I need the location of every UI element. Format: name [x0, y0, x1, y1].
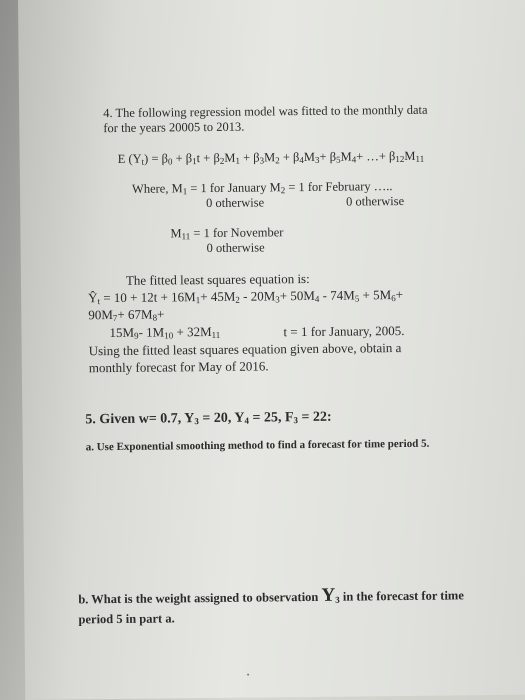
time-index-note: t = 1 for January, 2005.	[283, 322, 405, 340]
fitted-equation-line-3: $15M_9-$ $1M_{10} + 32M_{11}$	[109, 323, 221, 341]
question-5-part-a: a. Use Exponential smoothing method to find a forecast for time period 5.	[85, 437, 430, 454]
forecast-instruction-line-1: Using the fitted least squares equation given above, obtain a	[88, 340, 402, 359]
paper-speck	[247, 674, 249, 676]
question-5-given-values: 5. Given w= 0.7, $Y_3 = 20$, $Y_4 = 25$, $F_3 = 22$:	[85, 409, 332, 428]
dummy-otherwise-m11: 0 otherwise	[206, 240, 265, 256]
question-4-intro-line-2: for the years 20005 to 2013.	[103, 119, 245, 136]
dummy-definition-m1-m2: Where, $M_1 = 1$ for January $M_2 = 1$ for February …..	[131, 179, 393, 197]
fitted-equation-line-1: $Ŷ_t = 10 + 12t + 16M_1+ 45M_2 - 20M_3+ 50M_4 - 74M_5 + 5M_6+$	[88, 286, 404, 307]
question-5-part-b-line-1: b. What is the weight assigned to observation $Y_3$ in the forecast for time	[78, 584, 464, 607]
question-5-part-b-line-2: period 5 in part a.	[78, 611, 175, 627]
dummy-definition-m11: $M_{11} = 1$ for November	[170, 225, 284, 242]
fitted-equation-line-2: $90M_7+ 67M_8+$	[88, 306, 165, 324]
paper-page	[18, 0, 525, 700]
dummy-otherwise-m1: 0 otherwise	[206, 195, 265, 211]
fitted-equation-title: The fitted least squares equation is:	[125, 270, 310, 288]
regression-model-equation: E $(Y_t) = \beta_0 + \beta_1t + \beta_2M_1 + \beta_3M_2 + \beta_4M_3+ \beta_5M_4+$ …+ $\beta_{12}M_{11}$	[117, 148, 425, 167]
dummy-otherwise-m2: 0 otherwise	[346, 193, 405, 209]
forecast-instruction-line-2: monthly forecast for May of 2016.	[88, 358, 269, 376]
question-4-intro-line-1: 4. The following regression model was fitted to the monthly data	[103, 102, 428, 121]
